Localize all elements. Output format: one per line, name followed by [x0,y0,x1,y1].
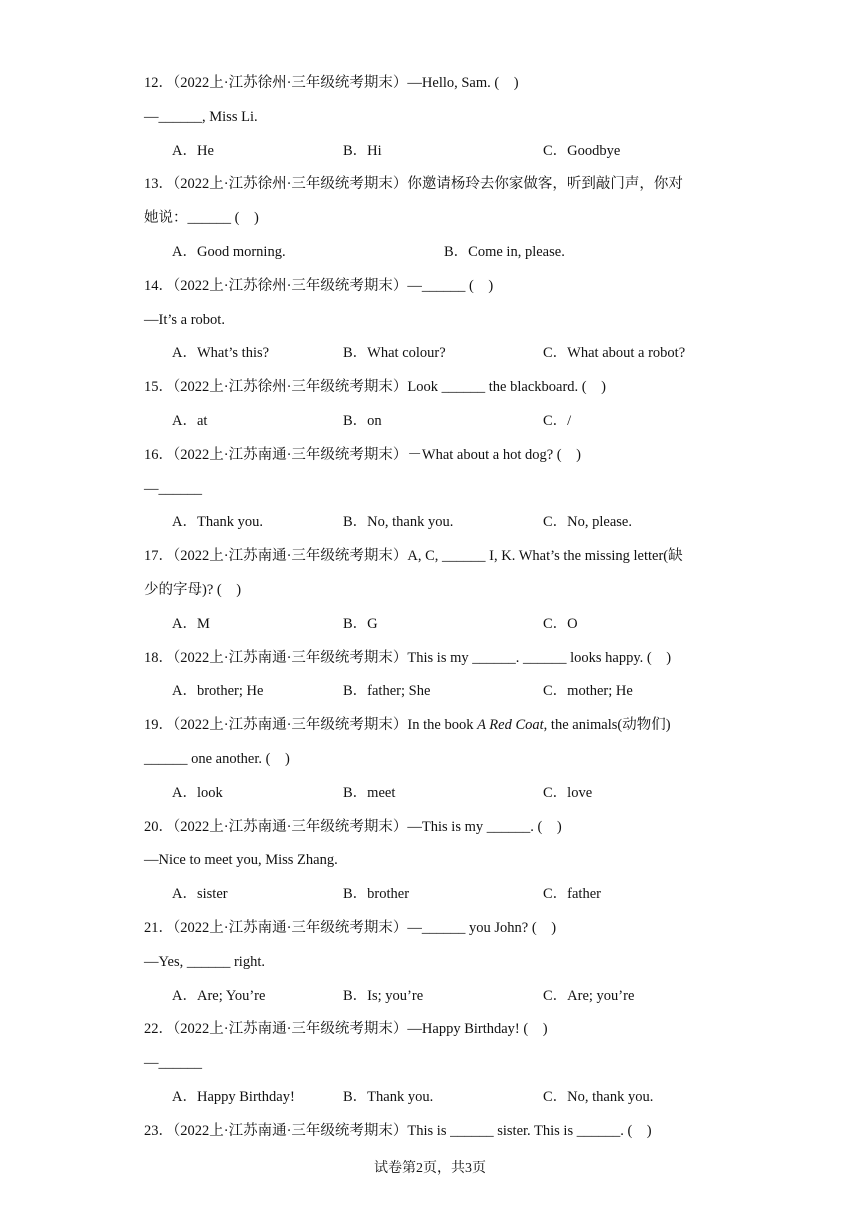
option-b: B．meet [343,785,396,801]
option-a: A．Happy Birthday! [172,1089,295,1105]
question-16-sub: —______ [144,481,202,497]
question-18-stem: 18．（2022上·江苏南通·三年级统考期末）This is my ______. ______ looks happy. ( ) [144,650,672,666]
option-b: B．G [343,616,378,632]
question-19-stem [144,718,671,733]
question-13-sub: 她说：______ ( ) [144,210,259,226]
question-20-sub: —Nice to meet you, Miss Zhang. [144,852,338,868]
option-c: C．love [543,785,593,801]
question-14-stem: 14．（2022上·江苏徐州·三年级统考期末）—______ ( ) [144,278,494,294]
option-b: B．Thank you. [343,1089,434,1105]
option-b: B．Hi [343,143,382,159]
question-17-sub: 少的字母)? ( ) [144,582,242,598]
question-19-stem-suffix: , the animals(动物们) [543,717,671,733]
question-21-stem: 21．（2022上·江苏南通·三年级统考期末）—______ you John? ( ) [144,920,557,936]
option-b: B．father; She [343,683,431,699]
option-a: A．Are; You’re [172,988,266,1004]
question-22-sub: —______ [144,1055,202,1071]
option-a: A．brother; He [172,683,264,699]
option-c: C．What about a robot? [543,345,686,361]
option-a: A．sister [172,886,228,902]
option-c: C．mother; He [543,683,633,699]
option-a: A．Good morning. [172,244,286,260]
question-19-stem-prefix: 19．（2022上·江苏南通·三年级统考期末）In the book [144,717,478,733]
option-b: B．on [343,413,382,429]
option-a: A．Thank you. [172,514,264,530]
option-b: B．Come in, please. [444,244,565,260]
option-c: C．No, please. [543,514,632,530]
question-13-stem: 13．（2022上·江苏徐州·三年级统考期末）你邀请杨玲去你家做客，听到敲门声，你对 [144,176,683,192]
option-c: C．/ [543,413,572,429]
option-c: C．No, thank you. [543,1089,654,1105]
question-21-sub: —Yes, ______ right. [144,954,265,970]
option-a: A．M [172,616,210,632]
option-c: C．Goodbye [543,143,621,159]
option-a: A．He [172,143,214,159]
page-footer: 试卷第2页，共3页 [374,1161,486,1176]
question-20-stem: 20．（2022上·江苏南通·三年级统考期末）—This is my ______. ( ) [144,819,562,835]
question-15-stem: 15．（2022上·江苏徐州·三年级统考期末）Look ______ the blackboard. ( ) [144,379,606,395]
option-b: B．What colour? [343,345,446,361]
question-22-stem: 22．（2022上·江苏南通·三年级统考期末）—Happy Birthday! ( ) [144,1021,548,1037]
question-12-stem: 12．（2022上·江苏徐州·三年级统考期末）—Hello, Sam. ( ) [144,75,519,91]
option-c: C．Are; you’re [543,988,635,1004]
option-b: B．Is; you’re [343,988,424,1004]
question-19-sub: ______ one another. ( ) [144,751,290,767]
question-23-stem: 23．（2022上·江苏南通·三年级统考期末）This is ______ sister. This is ______. ( ) [144,1123,652,1139]
option-b: B．No, thank you. [343,514,454,530]
option-b: B．brother [343,886,410,902]
question-16-stem: 16．（2022上·江苏南通·三年级统考期末）－What about a hot dog? ( ) [144,447,581,463]
option-a: A．at [172,413,208,429]
option-a: A．What’s this? [172,345,270,361]
option-a: A．look [172,785,223,801]
question-12-sub: —______, Miss Li. [144,109,258,125]
question-17-stem: 17．（2022上·江苏南通·三年级统考期末）A, C, ______ I, K. What’s the missing letter(缺 [144,548,683,564]
option-c: C．father [543,886,601,902]
option-c: C．O [543,616,578,632]
book-title: A Red Coat [477,717,544,733]
question-14-sub: —It’s a robot. [144,312,225,328]
